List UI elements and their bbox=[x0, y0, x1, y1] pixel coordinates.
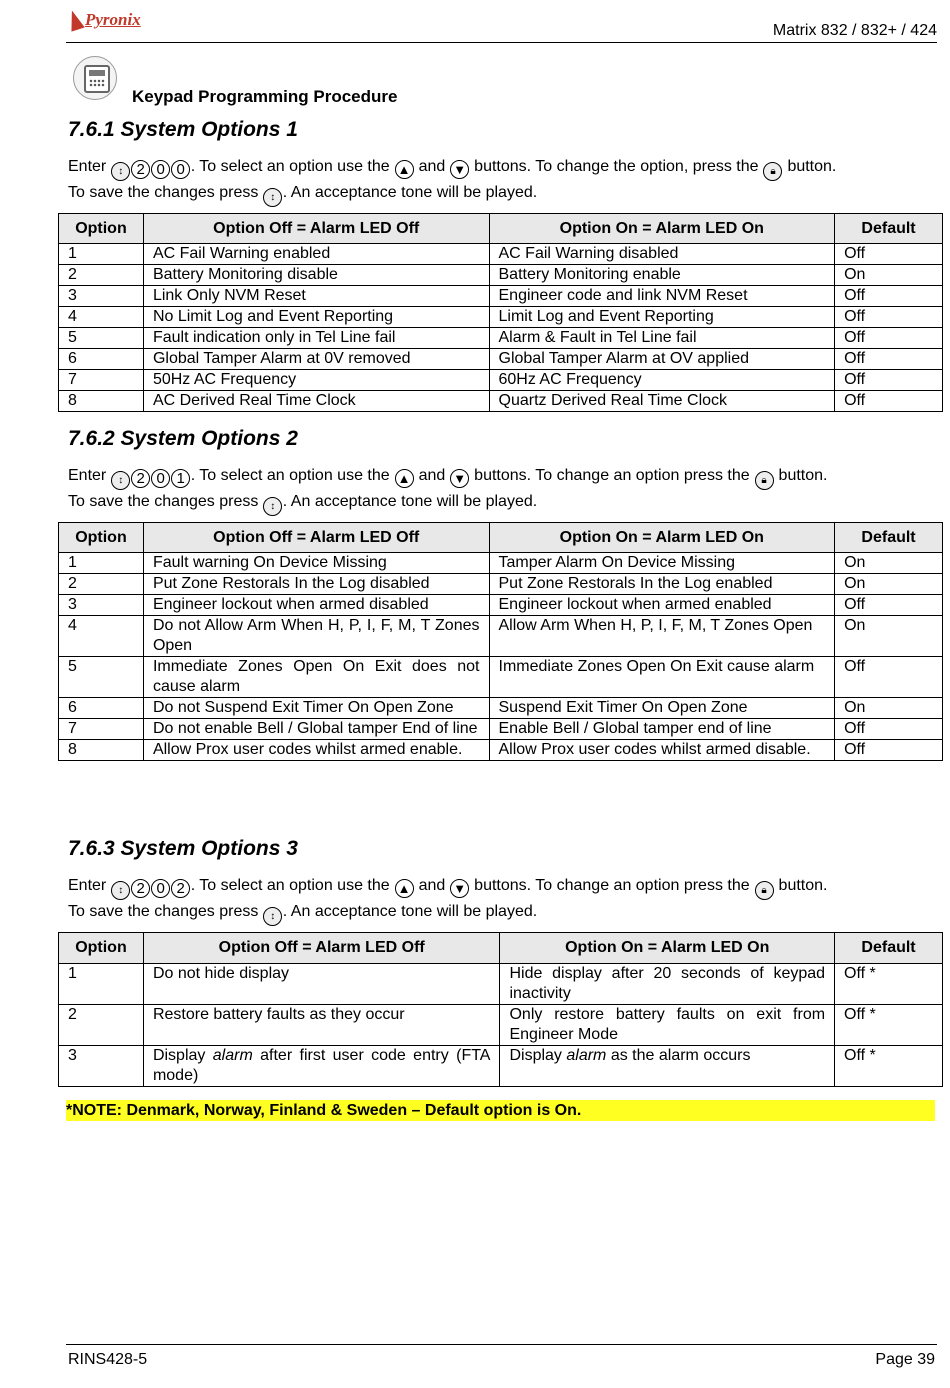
column-header: Default bbox=[835, 214, 943, 244]
keypad-icon bbox=[73, 56, 117, 100]
table-row: 6 Global Tamper Alarm at 0V removed Global Tamper Alarm at OV applied Off bbox=[59, 349, 943, 370]
column-header: Option On = Alarm LED On bbox=[489, 214, 835, 244]
table-row: 5 Fault indication only in Tel Line fail Alarm & Fault in Tel Line fail Off bbox=[59, 328, 943, 349]
program-key-icon: ↕ bbox=[111, 471, 130, 490]
program-key-icon: ↕ bbox=[263, 497, 282, 516]
regional-note: *NOTE: Denmark, Norway, Finland & Sweden – Default option is On. bbox=[66, 1100, 935, 1121]
table-row: 3 Link Only NVM Reset Engineer code and link NVM Reset Off bbox=[59, 286, 943, 307]
column-header: Option bbox=[59, 523, 144, 553]
table-row: 3 Display alarm after first user code entry (FTA mode) Display alarm as the alarm occurs Off * bbox=[59, 1046, 943, 1087]
table-row: 4 Do not Allow Arm When H, P, I, F, M, T Zones Open Allow Arm When H, P, I, F, M, T Zones Open On bbox=[59, 616, 943, 657]
document-code: RINS428-5 bbox=[68, 1351, 148, 1368]
table-row: 8 Allow Prox user codes whilst armed enable. Allow Prox user codes whilst armed disable. Off bbox=[59, 740, 943, 761]
lock-key-icon: 🔒︎ bbox=[755, 881, 774, 900]
column-header: Option Off = Alarm LED Off bbox=[143, 933, 500, 964]
table-row: 3 Engineer lockout when armed disabled Engineer lockout when armed enabled Off bbox=[59, 595, 943, 616]
column-header: Option On = Alarm LED On bbox=[500, 933, 835, 964]
section-heading: 7.6.2 System Options 2 bbox=[68, 427, 298, 450]
logo-flame-icon bbox=[65, 8, 84, 31]
table-row: 1 Do not hide display Hide display after 20 seconds of keypad inactivity Off * bbox=[59, 964, 943, 1005]
column-header: Option Off = Alarm LED Off bbox=[143, 214, 489, 244]
table-row: 7 50Hz AC Frequency 60Hz AC Frequency Off bbox=[59, 370, 943, 391]
section-heading: 7.6.3 System Options 3 bbox=[68, 837, 298, 860]
section-heading: 7.6.1 System Options 1 bbox=[68, 118, 298, 141]
page-number: Page 39 bbox=[875, 1351, 935, 1368]
column-header: Option On = Alarm LED On bbox=[489, 523, 835, 553]
column-header: Option Off = Alarm LED Off bbox=[143, 523, 489, 553]
page-footer bbox=[66, 1344, 937, 1368]
column-header: Option bbox=[59, 933, 144, 964]
logo-text: Pyronix bbox=[85, 10, 141, 29]
table-row: 5 Immediate Zones Open On Exit does not cause alarm Immediate Zones Open On Exit cause alarm Off bbox=[59, 657, 943, 698]
program-key-icon: ↕ bbox=[263, 188, 282, 207]
table-row: 6 Do not Suspend Exit Timer On Open Zone Suspend Exit Timer On Open Zone On bbox=[59, 698, 943, 719]
table-row: 2 Battery Monitoring disable Battery Monitoring enable On bbox=[59, 265, 943, 286]
lock-key-icon: 🔒︎ bbox=[755, 471, 774, 490]
section-instructions: Enter ↕ 2 0 0 . To select an option use the ▲ and ▼ buttons. To change the option, press the 🔒︎ button. To save the changes press ↕ . An acceptance tone will be played. bbox=[68, 155, 938, 207]
document-title: Matrix 832 / 832+ / 424 bbox=[772, 22, 937, 39]
page-header bbox=[66, 8, 937, 43]
program-key-icon: ↕ bbox=[111, 881, 130, 900]
section-instructions: Enter ↕ 2 0 1 . To select an option use the ▲ and ▼ buttons. To change an option press the 🔒︎ button. To save the changes press ↕ . An acceptance tone will be played. bbox=[68, 464, 938, 516]
down-arrow-icon: ▼ bbox=[450, 879, 469, 898]
table-row: 8 AC Derived Real Time Clock Quartz Derived Real Time Clock Off bbox=[59, 391, 943, 412]
table-row: 2 Put Zone Restorals In the Log disabled Put Zone Restorals In the Log enabled On bbox=[59, 574, 943, 595]
table-row: 4 No Limit Log and Event Reporting Limit Log and Event Reporting Off bbox=[59, 307, 943, 328]
pyronix-logo bbox=[68, 10, 141, 30]
program-key-icon: ↕ bbox=[263, 907, 282, 926]
column-header: Default bbox=[835, 933, 943, 964]
system-options-1-table bbox=[58, 213, 943, 412]
up-arrow-icon: ▲ bbox=[395, 879, 414, 898]
procedure-title: Keypad Programming Procedure bbox=[132, 87, 398, 106]
section-instructions: Enter ↕ 2 0 2 . To select an option use the ▲ and ▼ buttons. To change an option press the 🔒︎ button. To save the changes press ↕ . An acceptance tone will be played. bbox=[68, 874, 938, 926]
table-row: 1 AC Fail Warning enabled AC Fail Warning disabled Off bbox=[59, 244, 943, 265]
down-arrow-icon: ▼ bbox=[450, 469, 469, 488]
up-arrow-icon: ▲ bbox=[395, 160, 414, 179]
column-header: Option bbox=[59, 214, 144, 244]
column-header: Default bbox=[835, 523, 943, 553]
table-row: 1 Fault warning On Device Missing Tamper Alarm On Device Missing On bbox=[59, 553, 943, 574]
down-arrow-icon: ▼ bbox=[450, 160, 469, 179]
table-row: 7 Do not enable Bell / Global tamper End of line Enable Bell / Global tamper end of line Off bbox=[59, 719, 943, 740]
lock-key-icon: 🔒︎ bbox=[763, 162, 782, 181]
up-arrow-icon: ▲ bbox=[395, 469, 414, 488]
program-key-icon: ↕ bbox=[111, 162, 130, 181]
table-row: 2 Restore battery faults as they occur Only restore battery faults on exit from Engineer Mode Off * bbox=[59, 1005, 943, 1046]
system-options-3-table bbox=[58, 932, 943, 1087]
system-options-2-table bbox=[58, 522, 943, 761]
